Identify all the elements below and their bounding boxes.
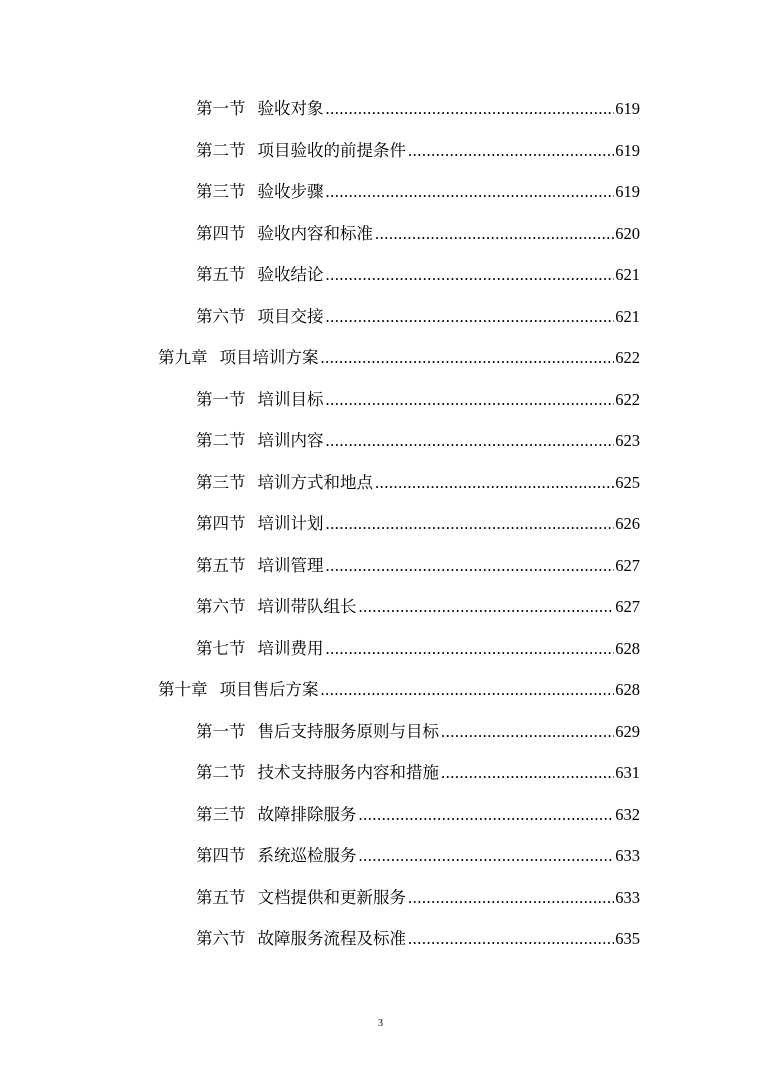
toc-entry-page: 628 [615, 680, 640, 699]
toc-dot-leader [359, 803, 615, 827]
toc-entry-label: 第十章 [158, 680, 208, 699]
toc-entry-page: 627 [615, 556, 640, 575]
toc-entry[interactable] [196, 720, 640, 744]
toc-entry-label: 第一节 [196, 722, 246, 741]
toc-entry-label: 第二节 [196, 141, 246, 160]
toc-entry[interactable] [196, 554, 640, 578]
toc-entry-page: 619 [615, 99, 640, 118]
toc-entry-page: 633 [615, 846, 640, 865]
toc-dot-leader [321, 678, 615, 702]
toc-entry-title: 培训方式和地点 [257, 473, 373, 492]
toc-entry-page: 633 [615, 888, 640, 907]
toc-dot-leader [326, 637, 615, 661]
toc-dot-leader [359, 595, 615, 619]
toc-entry-title: 培训管理 [257, 556, 324, 575]
toc-entry-title: 故障服务流程及标准 [257, 929, 406, 948]
toc-entry-label: 第五节 [196, 265, 246, 284]
toc-entry-page: 620 [615, 224, 640, 243]
toc-entry[interactable] [196, 512, 640, 536]
page-number: 3 [378, 1018, 383, 1029]
toc-dot-leader [326, 429, 615, 453]
toc-entry[interactable] [196, 844, 640, 868]
toc-entry[interactable] [196, 761, 640, 785]
toc-entry-page: 621 [615, 307, 640, 326]
toc-entry-title: 培训内容 [257, 431, 324, 450]
toc-entry-title: 培训费用 [257, 639, 324, 658]
toc-entry-label: 第七节 [196, 639, 246, 658]
toc-dot-leader [441, 720, 614, 744]
toc-entry-title: 项目交接 [257, 307, 324, 326]
toc-entry-title: 培训计划 [257, 514, 324, 533]
toc-dot-leader [375, 222, 614, 246]
toc-entry-label: 第五节 [196, 556, 246, 575]
toc-entry-label: 第三节 [196, 182, 246, 201]
toc-entry-label: 第四节 [196, 514, 246, 533]
toc-entry-title: 项目培训方案 [219, 348, 319, 367]
toc-entry-title: 验收结论 [257, 265, 324, 284]
toc-entry[interactable] [196, 139, 640, 163]
toc-entry[interactable] [196, 595, 640, 619]
toc-dot-leader [408, 927, 614, 951]
toc-entry-label: 第四节 [196, 224, 246, 243]
toc-entry-title: 故障排除服务 [257, 805, 357, 824]
toc-entry[interactable] [196, 637, 640, 661]
toc-entry-label: 第一节 [196, 99, 246, 118]
toc-dot-leader [375, 471, 614, 495]
toc-chapter-entry[interactable] [158, 678, 640, 702]
toc-entry[interactable] [196, 305, 640, 329]
toc-entry[interactable] [196, 222, 640, 246]
toc-dot-leader [326, 512, 615, 536]
toc-entry-page: 625 [615, 473, 640, 492]
toc-entry-label: 第六节 [196, 929, 246, 948]
toc-entry[interactable] [196, 429, 640, 453]
toc-entry-page: 622 [615, 348, 640, 367]
toc-entry-title: 项目售后方案 [219, 680, 319, 699]
toc-entry[interactable] [196, 927, 640, 951]
toc-entry-page: 627 [615, 597, 640, 616]
toc-entry[interactable] [196, 263, 640, 287]
toc-entry-page: 619 [615, 141, 640, 160]
toc-entry-label: 第九章 [158, 348, 208, 367]
toc-entry-page: 631 [615, 763, 640, 782]
toc-dot-leader [441, 761, 614, 785]
toc-dot-leader [326, 97, 615, 121]
toc-entry-page: 635 [615, 929, 640, 948]
toc-dot-leader [408, 886, 614, 910]
toc-entry-title: 售后支持服务原则与目标 [257, 722, 439, 741]
toc-entry-label: 第六节 [196, 597, 246, 616]
toc-entry[interactable] [196, 803, 640, 827]
toc-entry-label: 第一节 [196, 390, 246, 409]
toc-entry-label: 第二节 [196, 431, 246, 450]
toc-entry-label: 第四节 [196, 846, 246, 865]
toc-entry-page: 623 [615, 431, 640, 450]
toc-entry-page: 622 [615, 390, 640, 409]
toc-dot-leader [408, 139, 614, 163]
toc-dot-leader [326, 554, 615, 578]
toc-entry[interactable] [196, 97, 640, 121]
toc-entry-page: 626 [615, 514, 640, 533]
toc-entry-label: 第五节 [196, 888, 246, 907]
toc-entry-page: 619 [615, 182, 640, 201]
toc-entry-page: 632 [615, 805, 640, 824]
toc-dot-leader [326, 263, 615, 287]
toc-entry-title: 验收对象 [257, 99, 324, 118]
toc-dot-leader [321, 346, 615, 370]
toc-entry-page: 621 [615, 265, 640, 284]
toc-entry-label: 第三节 [196, 473, 246, 492]
toc-chapter-entry[interactable] [158, 346, 640, 370]
toc-entry-page: 628 [615, 639, 640, 658]
toc-entry[interactable] [196, 388, 640, 412]
toc-entry-title: 验收内容和标准 [257, 224, 373, 243]
toc-entry-title: 培训带队组长 [257, 597, 357, 616]
toc-entry-label: 第三节 [196, 805, 246, 824]
toc-entry-title: 培训目标 [257, 390, 324, 409]
toc-entry-title: 文档提供和更新服务 [257, 888, 406, 907]
toc-entry-page: 629 [615, 722, 640, 741]
toc-dot-leader [326, 388, 615, 412]
toc-entry-label: 第六节 [196, 307, 246, 326]
toc-entry-label: 第二节 [196, 763, 246, 782]
toc-dot-leader [326, 305, 615, 329]
toc-entry[interactable] [196, 471, 640, 495]
toc-entry-title: 技术支持服务内容和措施 [257, 763, 439, 782]
toc-entry-title: 项目验收的前提条件 [257, 141, 406, 160]
toc-entry[interactable] [196, 180, 640, 204]
toc-dot-leader [359, 844, 615, 868]
toc-entry-title: 系统巡检服务 [257, 846, 357, 865]
toc-entry-title: 验收步骤 [257, 182, 324, 201]
toc-entry[interactable] [196, 886, 640, 910]
toc-dot-leader [326, 180, 615, 204]
